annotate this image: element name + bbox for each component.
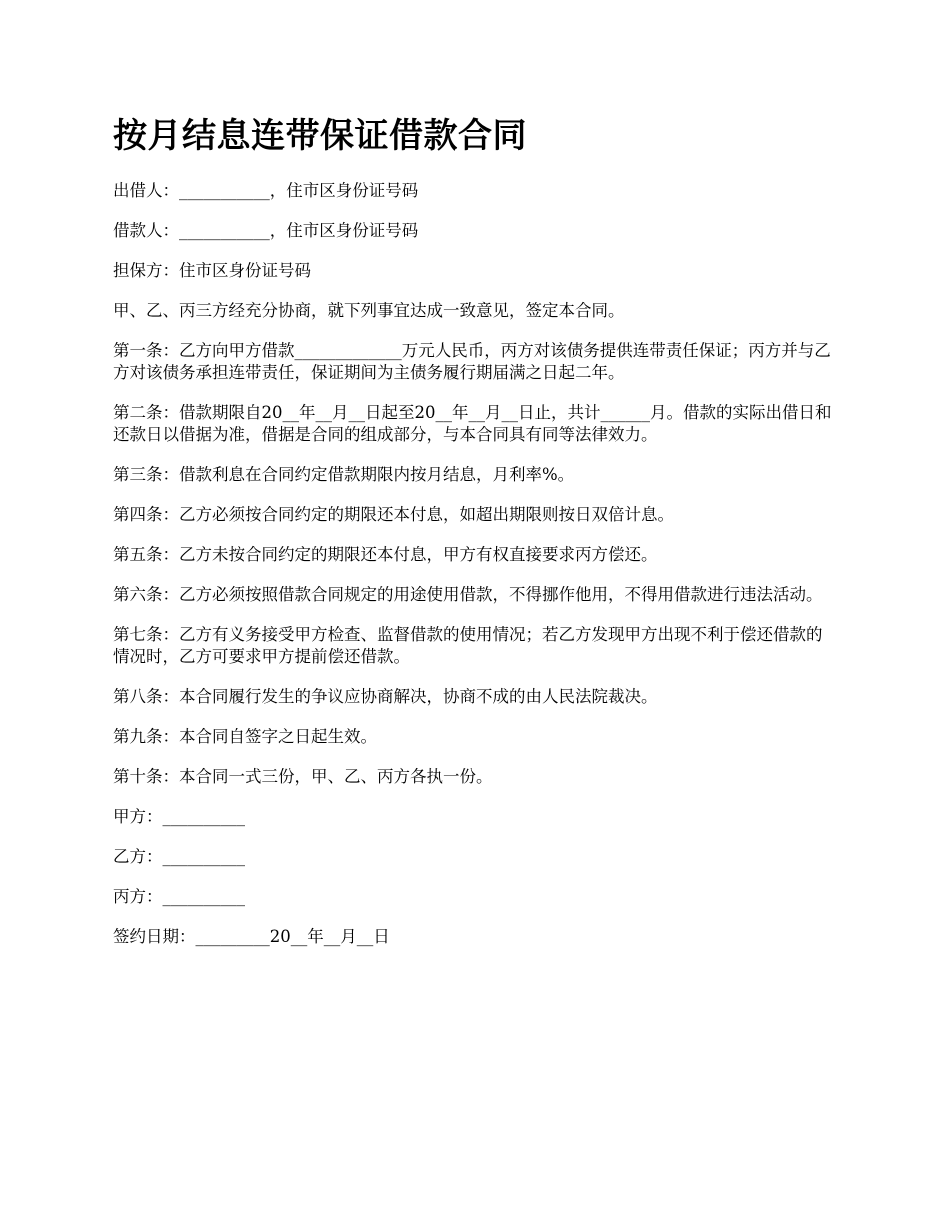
party-b-signature-line: 乙方：__________ xyxy=(113,847,245,866)
signing-date-line: 签约日期：_________20__年__月__日 xyxy=(113,927,390,946)
article-3: 第三条：借款利息在合同约定借款期限内按月结息，月利率%。 xyxy=(113,465,575,484)
article-4: 第四条：乙方必须按合同约定的期限还本付息，如超出期限则按日双倍计息。 xyxy=(113,505,674,524)
lender-line: 出借人：___________，住市区身份证号码 xyxy=(113,181,419,200)
borrower-line: 借款人：___________，住市区身份证号码 xyxy=(113,221,419,240)
article-5: 第五条：乙方未按合同约定的期限还本付息，甲方有权直接要求丙方偿还。 xyxy=(113,545,658,564)
document-page xyxy=(113,112,838,966)
article-2: 第二条：借款期限自20__年__月__日起至20__年__月__日止，共计______月。借款的实际出借日和还款日以借据为准，借据是合同的组成部分，与本合同具有同等法律效力。 xyxy=(113,403,832,444)
article-6: 第六条：乙方必须按照借款合同规定的用途使用借款，不得挪作他用，不得用借款进行违法活动。 xyxy=(113,585,823,604)
guarantor-line: 担保方：住市区身份证号码 xyxy=(113,261,311,280)
article-7: 第七条：乙方有义务接受甲方检查、监督借款的使用情况；若乙方发现甲方出现不利于偿还借款的情况时，乙方可要求甲方提前偿还借款。 xyxy=(113,625,823,666)
party-a-signature-line: 甲方：__________ xyxy=(113,807,245,826)
article-10: 第十条：本合同一式三份，甲、乙、丙方各执一份。 xyxy=(113,767,493,786)
party-c-signature-line: 丙方：__________ xyxy=(113,887,245,906)
article-8: 第八条：本合同履行发生的争议应协商解决，协商不成的由人民法院裁决。 xyxy=(113,687,658,706)
article-9: 第九条：本合同自签字之日起生效。 xyxy=(113,727,377,746)
article-1: 第一条：乙方向甲方借款_____________万元人民币，丙方对该债务提供连带责任保证；丙方并与乙方对该债务承担连带责任，保证期间为主债务履行期届满之日起二年。 xyxy=(113,341,831,382)
preamble-paragraph: 甲、乙、丙三方经充分协商，就下列事宜达成一致意见，签定本合同。 xyxy=(113,301,625,320)
document-title: 按月结息连带保证借款合同 xyxy=(113,116,527,156)
